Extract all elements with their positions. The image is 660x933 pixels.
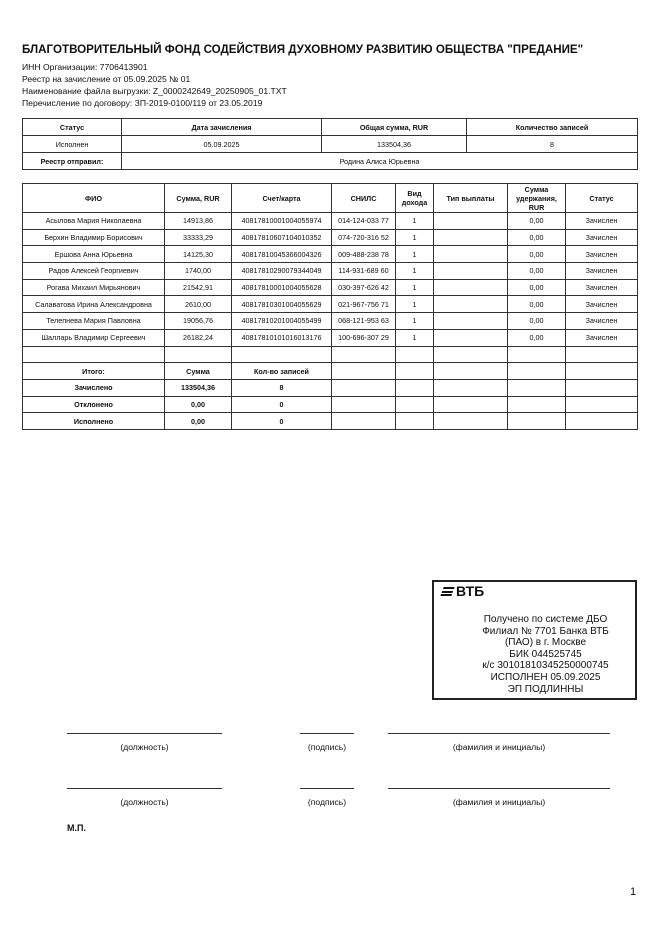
table-row bbox=[23, 279, 638, 296]
cell-income-type: 1 bbox=[396, 263, 434, 280]
cell-account: 40817810045366004326 bbox=[232, 246, 332, 263]
cell-withholding: 0,00 bbox=[508, 263, 566, 280]
table-row bbox=[23, 229, 638, 246]
cell-payment-type bbox=[434, 213, 508, 230]
cell-fio: Ершова Анна Юрьевна bbox=[23, 246, 165, 263]
cell-account: 40817810001004055974 bbox=[232, 213, 332, 230]
table-row bbox=[23, 329, 638, 346]
table-row bbox=[23, 296, 638, 313]
cell-withholding: 0,00 bbox=[508, 296, 566, 313]
totals-header: Кол-во записей bbox=[232, 363, 332, 380]
cell-fio: Шалларь Владимир Сергеевич bbox=[23, 329, 165, 346]
cell-sum: 19056,76 bbox=[165, 313, 232, 330]
stamp-line: Филиал № 7701 Банка ВТБ bbox=[482, 625, 609, 637]
cell-status: Зачислен bbox=[566, 229, 638, 246]
page-number: 1 bbox=[630, 886, 637, 898]
summary-count: 8 bbox=[467, 136, 638, 153]
cell-withholding: 0,00 bbox=[508, 246, 566, 263]
cell-income-type: 1 bbox=[396, 246, 434, 263]
cell-status: Зачислен bbox=[566, 246, 638, 263]
vtb-logo: ВТБ bbox=[442, 586, 484, 598]
signature-line bbox=[300, 733, 354, 734]
cell-payment-type bbox=[434, 279, 508, 296]
cell-payment-type bbox=[434, 229, 508, 246]
cell-payment-type bbox=[434, 246, 508, 263]
totals-count: 0 bbox=[232, 413, 332, 430]
totals-header-row bbox=[23, 363, 638, 380]
table-row bbox=[23, 263, 638, 280]
stamp-line: ИСПОЛНЕН 05.09.2025 bbox=[490, 671, 601, 683]
cell-snils: 030-397-626 42 bbox=[332, 279, 396, 296]
cell-snils: 014-124-033 77 bbox=[332, 213, 396, 230]
cell-payment-type bbox=[434, 263, 508, 280]
cell-account: 40817810101016013176 bbox=[232, 329, 332, 346]
cell-account: 40817810301004055629 bbox=[232, 296, 332, 313]
cell-withholding: 0,00 bbox=[508, 329, 566, 346]
cell-sum: 21542,91 bbox=[165, 279, 232, 296]
totals-sum: 0,00 bbox=[165, 396, 232, 413]
totals-row bbox=[23, 379, 638, 396]
contract-line: Перечисление по договору: ЗП-2019-0100/119 от 23.05.2019 bbox=[22, 98, 263, 108]
cell-snils: 114-931-689 60 bbox=[332, 263, 396, 280]
signature-label: (подпись) bbox=[307, 742, 347, 752]
empty-row bbox=[23, 346, 638, 363]
cell-fio: Асылова Мария Николаевна bbox=[23, 213, 165, 230]
cell-sum: 1740,00 bbox=[165, 263, 232, 280]
cell-status: Зачислен bbox=[566, 263, 638, 280]
registry-table bbox=[22, 183, 638, 430]
cell-income-type: 1 bbox=[396, 213, 434, 230]
col-header-withholding: Сумма удержания, RUR bbox=[508, 184, 566, 213]
sender-name: Родина Алиса Юрьевна bbox=[122, 153, 638, 170]
registry-line: Реестр на зачисление от 05.09.2025 № 01 bbox=[22, 74, 191, 84]
cell-status: Зачислен bbox=[566, 313, 638, 330]
position-label: (должность) bbox=[120, 797, 169, 807]
cell-snils: 021-967-756 71 bbox=[332, 296, 396, 313]
summary-table bbox=[22, 118, 638, 170]
summary-status: Исполнен bbox=[23, 136, 122, 153]
signature-line bbox=[388, 788, 610, 789]
cell-fio: Рогава Михаил Мирьянович bbox=[23, 279, 165, 296]
cell-income-type: 1 bbox=[396, 313, 434, 330]
cell-snils: 074-720-316 52 bbox=[332, 229, 396, 246]
col-header-status: Статус bbox=[566, 184, 638, 213]
totals-label: Зачислено bbox=[23, 379, 165, 396]
stamp-line: ЭП ПОДЛИННЫ bbox=[507, 683, 584, 695]
inn-line: ИНН Организации: 7706413901 bbox=[22, 62, 148, 72]
cell-payment-type bbox=[434, 313, 508, 330]
cell-sum: 14125,30 bbox=[165, 246, 232, 263]
cell-fio: Салаватова Ирина Александровна bbox=[23, 296, 165, 313]
seal-label: М.П. bbox=[67, 823, 86, 833]
table-row bbox=[23, 313, 638, 330]
cell-payment-type bbox=[434, 329, 508, 346]
cell-account: 40817810290079344049 bbox=[232, 263, 332, 280]
name-label: (фамилия и инициалы) bbox=[452, 742, 546, 752]
stamp-line: (ПАО) в г. Москве bbox=[504, 637, 587, 649]
signature-line bbox=[67, 733, 222, 734]
signature-label: (подпись) bbox=[307, 797, 347, 807]
signature-line bbox=[300, 788, 354, 789]
cell-status: Зачислен bbox=[566, 279, 638, 296]
cell-withholding: 0,00 bbox=[508, 279, 566, 296]
stamp-line: Получено по системе ДБО bbox=[483, 614, 608, 625]
position-label: (должность) bbox=[120, 742, 169, 752]
totals-header: Итого: bbox=[23, 363, 165, 380]
totals-label: Отклонено bbox=[23, 396, 165, 413]
organization-title: БЛАГОТВОРИТЕЛЬНЫЙ ФОНД СОДЕЙСТВИЯ ДУХОВНОМУ РАЗВИТИЮ ОБЩЕСТВА "ПРЕДАНИЕ" bbox=[22, 43, 584, 56]
col-header-snils: СНИЛС bbox=[332, 184, 396, 213]
totals-row bbox=[23, 413, 638, 430]
cell-withholding: 0,00 bbox=[508, 213, 566, 230]
filename-line: Наименование файла выгрузки: Z_0000242649_20250905_01.TXT bbox=[22, 86, 287, 96]
signature-line bbox=[388, 733, 610, 734]
totals-row bbox=[23, 396, 638, 413]
cell-fio: Телепнева Мария Павловна bbox=[23, 313, 165, 330]
cell-fio: Радов Алексей Георгиевич bbox=[23, 263, 165, 280]
cell-income-type: 1 bbox=[396, 329, 434, 346]
cell-sum: 2610,00 bbox=[165, 296, 232, 313]
cell-account: 40817810001004055628 bbox=[232, 279, 332, 296]
sender-label: Реестр отправил: bbox=[23, 153, 122, 170]
totals-sum: 133504,36 bbox=[165, 379, 232, 396]
cell-snils: 009-488-238 78 bbox=[332, 246, 396, 263]
totals-header: Сумма bbox=[165, 363, 232, 380]
name-label: (фамилия и инициалы) bbox=[452, 797, 546, 807]
cell-income-type: 1 bbox=[396, 229, 434, 246]
signature-line bbox=[67, 788, 222, 789]
summary-header: Общая сумма, RUR bbox=[322, 119, 467, 136]
summary-date: 05.09.2025 bbox=[122, 136, 322, 153]
vtb-logo-icon bbox=[440, 587, 454, 596]
cell-withholding: 0,00 bbox=[508, 313, 566, 330]
totals-label: Исполнено bbox=[23, 413, 165, 430]
cell-payment-type bbox=[434, 296, 508, 313]
cell-account: 40817810201004055499 bbox=[232, 313, 332, 330]
totals-count: 8 bbox=[232, 379, 332, 396]
col-header-fio: ФИО bbox=[23, 184, 165, 213]
cell-account: 40817810607104010352 bbox=[232, 229, 332, 246]
col-header-payment-type: Тип выплаты bbox=[434, 184, 508, 213]
totals-sum: 0,00 bbox=[165, 413, 232, 430]
stamp-line: к/с 30101810345250000745 bbox=[482, 660, 609, 672]
stamp-line: БИК 044525745 bbox=[509, 648, 582, 660]
cell-sum: 33333,29 bbox=[165, 229, 232, 246]
cell-sum: 14913,86 bbox=[165, 213, 232, 230]
col-header-income-type: Вид дохода bbox=[396, 184, 434, 213]
summary-header: Дата зачисления bbox=[122, 119, 322, 136]
cell-fio: Берхин Владимир Борисович bbox=[23, 229, 165, 246]
cell-snils: 100-696-307 29 bbox=[332, 329, 396, 346]
totals-count: 0 bbox=[232, 396, 332, 413]
col-header-sum: Сумма, RUR bbox=[165, 184, 232, 213]
cell-income-type: 1 bbox=[396, 296, 434, 313]
cell-status: Зачислен bbox=[566, 329, 638, 346]
cell-snils: 068-121-953 63 bbox=[332, 313, 396, 330]
col-header-account: Счет/карта bbox=[232, 184, 332, 213]
summary-header: Статус bbox=[23, 119, 122, 136]
cell-sum: 26182,24 bbox=[165, 329, 232, 346]
cell-status: Зачислен bbox=[566, 213, 638, 230]
cell-status: Зачислен bbox=[566, 296, 638, 313]
summary-total: 133504,36 bbox=[322, 136, 467, 153]
cell-income-type: 1 bbox=[396, 279, 434, 296]
table-row bbox=[23, 213, 638, 230]
summary-header: Количество записей bbox=[467, 119, 638, 136]
bank-stamp bbox=[432, 580, 637, 700]
cell-withholding: 0,00 bbox=[508, 229, 566, 246]
table-row bbox=[23, 246, 638, 263]
